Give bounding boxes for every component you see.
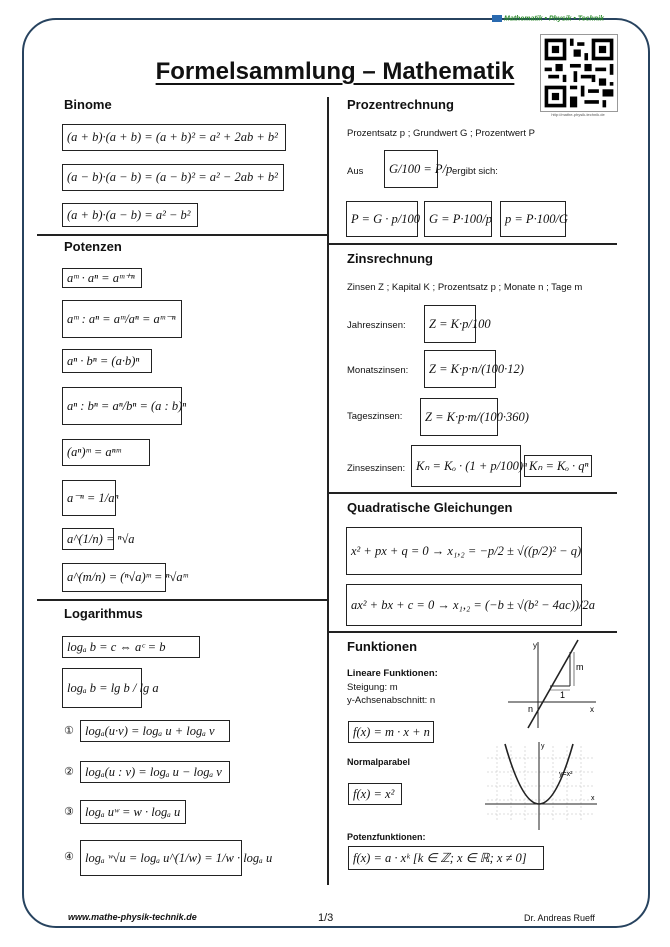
power-function-formula: f(x) = a · xᵏ [k ∈ ℤ; x ∈ ℝ; x ≠ 0] xyxy=(348,846,544,870)
potenzen-formula-4: aⁿ : bⁿ = aⁿ/bⁿ = (a : b)ⁿ xyxy=(62,387,182,425)
log-formula-4: logₐ(u : v) = logₐ u − logₐ v xyxy=(80,761,230,783)
prozent-ergibt-label: ergibt sich: xyxy=(452,166,498,177)
zins-label-jahres: Jahreszinsen: xyxy=(347,320,406,331)
potenzen-formula-3: aⁿ · bⁿ = (a·b)ⁿ xyxy=(62,349,152,373)
zins-label-monats: Monatszinsen: xyxy=(347,365,409,376)
divider-quad-funk xyxy=(327,631,617,633)
prozent-formula-1: P = G · p/100 xyxy=(346,201,418,237)
linear-functions-label: Lineare Funktionen: xyxy=(347,668,438,679)
linear-graph-x-label: x xyxy=(590,705,594,714)
binome-formula-1: (a + b)·(a + b) = (a + b)² = a² + 2ab + b² xyxy=(62,124,286,151)
prozent-definitions: Prozentsatz p ; Grundwert G ; Prozentwert P xyxy=(347,128,535,139)
heading-quadratische-gleichungen: Quadratische Gleichungen xyxy=(347,500,513,515)
heading-funktionen: Funktionen xyxy=(347,639,418,654)
divider-binome-potenzen xyxy=(37,234,327,236)
potenzen-formula-7: a^(1/n) = ⁿ√a xyxy=(62,528,114,550)
log-rule-number-4: ④ xyxy=(64,850,74,863)
binome-formula-2: (a − b)·(a − b) = (a − b)² = a² − 2ab + b² xyxy=(62,164,284,191)
zins-formula-monats: Z = K·p·n/(100·12) xyxy=(424,350,496,388)
parabola-graph xyxy=(483,740,601,832)
heading-logarithmus: Logarithmus xyxy=(64,606,143,621)
prozent-aus-label: Aus xyxy=(347,166,364,177)
linear-graph-y-label: y xyxy=(533,641,537,650)
linear-graph-m-label: m xyxy=(576,662,584,672)
linear-slope-label: Steigung: m xyxy=(347,682,398,693)
log-formula-3: logₐ(u·v) = logₐ u + logₐ v xyxy=(80,720,230,742)
column-divider xyxy=(327,97,329,885)
parabola-graph-y-label: y xyxy=(541,743,545,750)
power-functions-label: Potenzfunktionen: xyxy=(347,832,426,842)
zins-formula-tages: Z = K·p·m/(100·360) xyxy=(420,398,498,436)
log-formula-2: logₐ b = lg b / lg a xyxy=(62,668,142,708)
parabola-formula: f(x) = x² xyxy=(348,783,402,805)
log-formula-5: logₐ uʷ = w · logₐ u xyxy=(80,800,186,824)
linear-graph-1-label: 1 xyxy=(560,690,566,700)
linear-formula: f(x) = m · x + n xyxy=(348,721,434,743)
prozent-formula-3: p = P·100/G xyxy=(500,201,566,237)
quad-formula-abc: ax² + bx + c = 0 → x₁,₂ = (−b ± √(b² − 4ac))/2a xyxy=(346,584,582,626)
quad-formula-pq: x² + px + q = 0 → x₁,₂ = −p/2 ± √((p/2)² − q) xyxy=(346,527,582,575)
zins-formula-jahres: Z = K·p/100 xyxy=(424,305,476,343)
heading-potenzen: Potenzen xyxy=(64,239,122,254)
prozent-ratio: G/100 = P/p xyxy=(384,150,438,188)
zins-definitions: Zinsen Z ; Kapital K ; Prozentsatz p ; Monate n ; Tage m xyxy=(347,282,583,293)
potenzen-formula-1: aᵐ · aⁿ = aᵐ⁺ⁿ xyxy=(62,268,142,288)
potenzen-formula-2: aᵐ : aⁿ = aᵐ/aⁿ = aᵐ⁻ⁿ xyxy=(62,300,182,338)
divider-zins-quad xyxy=(327,492,617,494)
heading-zinsrechnung: Zinsrechnung xyxy=(347,251,433,266)
linear-function-graph xyxy=(500,638,600,730)
linear-graph-n-label: n xyxy=(528,704,534,714)
log-rule-number-1: ① xyxy=(64,724,74,737)
parabola-graph-label: y=x² xyxy=(559,771,573,778)
heading-prozentrechnung: Prozentrechnung xyxy=(347,97,454,112)
log-formula-6: logₐ ʷ√u = logₐ u^(1/w) = 1/w · logₐ u xyxy=(80,840,242,876)
binome-formula-3: (a + b)·(a − b) = a² − b² xyxy=(62,203,198,227)
potenzen-formula-6: a⁻ⁿ = 1/aⁿ xyxy=(62,480,116,516)
footer-page-number: 1/3 xyxy=(318,912,334,924)
zins-label-zinseszins: Zinseszinsen: xyxy=(347,463,406,474)
potenzen-formula-8: a^(m/n) = (ⁿ√a)ᵐ = ⁿ√aᵐ xyxy=(62,563,166,592)
normal-parabola-label: Normalparabel xyxy=(347,757,411,767)
log-formula-1: logₐ b = c ⇔ aᶜ = b xyxy=(62,636,200,658)
footer-url: www.mathe-physik-technik.de xyxy=(68,912,197,922)
page-title: Formelsammlung – Mathematik xyxy=(155,58,515,85)
parabola-graph-x-label: x xyxy=(591,795,595,802)
heading-binome: Binome xyxy=(64,97,112,112)
zins-formula-zinseszins: Kₙ = Kₒ · (1 + p/100)ⁿ xyxy=(411,445,521,487)
brand-logo: Mathematik • Physik • Technik xyxy=(492,15,604,22)
divider-potenzen-logarithmus xyxy=(37,599,327,601)
log-rule-number-2: ② xyxy=(64,765,74,778)
divider-prozent-zins xyxy=(327,243,617,245)
zins-formula-zinseszins-q: Kₙ = Kₒ · qⁿ xyxy=(524,455,592,477)
log-rule-number-3: ③ xyxy=(64,805,74,818)
linear-intercept-label: y-Achsenabschnitt: n xyxy=(347,695,436,706)
qr-url: http://mathe-physik-technik.de xyxy=(551,112,605,117)
potenzen-formula-5: (aⁿ)ᵐ = aⁿᵐ xyxy=(62,439,150,466)
footer-author: Dr. Andreas Rueff xyxy=(524,913,595,923)
prozent-formula-2: G = P·100/p xyxy=(424,201,492,237)
zins-label-tages: Tageszinsen: xyxy=(347,411,403,422)
